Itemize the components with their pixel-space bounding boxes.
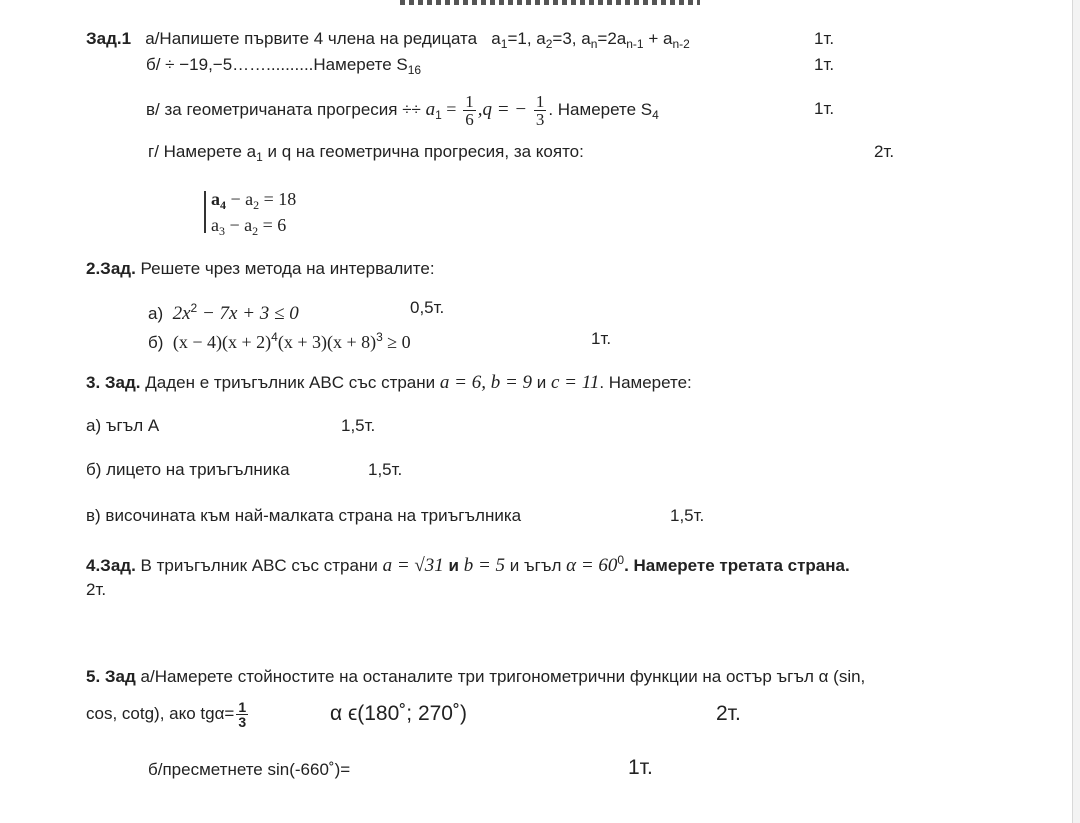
task5-a-points: 2т. [716,702,741,725]
system-equation-1: $a_4 - a_2 = 18$ [211,189,297,212]
task1-a-points: 1т. [814,29,835,48]
task5-a-line1: 5. Зад а/Намерете стойностите на останалите три тригонометрични функции на остър ъгъл α (sin, [86,667,866,686]
task2-heading: 2.Зад. Решете чрез метода на интервалите: [86,259,435,278]
task4-text: 4.Зад. В триъгълник ABC със страни a = √31 и b = 5 и ъгъл $\alpha = 60^0$. Намерете третата страна. [86,553,850,576]
task1-b-points: 1т. [814,55,835,74]
task2-a: а) $2x^2 - 7x + 3 \le 0$ [148,301,299,324]
task3-c-points: 1,5т. [670,506,705,525]
task1-c-points: 1т. [814,99,835,118]
task3-b-points: 1,5т. [368,460,403,479]
task1-d-points: 2т. [874,142,895,161]
cropped-header-fragment [400,0,700,5]
task1-a-text: а/Напишете първите 4 члена на редицата [145,29,478,48]
task1-line-d: г/ Намерете $a_1$ и q на геометрична прогресия, за която: [148,142,584,164]
task3-a: а) ъгъл A [86,416,160,435]
task1-label: Зад.1 [86,29,132,48]
system-brace [204,191,206,233]
fraction-one-sixth: $\frac{1}{6}$ [465,92,474,130]
task3-b: б) лицето на триъгълника [86,460,290,479]
task3-heading: 3. Зад. Даден е триъгълник ABC със страни a = 6, b = 9 и c = 11. Намерете: [86,372,692,393]
task3-a-points: 1,5т. [341,416,376,435]
task1-line-a [86,29,690,54]
task5-a-line2: cos, cotg), ако tgα= $\frac{1}{3}$ [86,699,247,731]
system-equation-2: $a_3 - a_2 = 6$ [211,215,287,238]
fraction-one-third: $\frac{1}{3}$ [535,92,545,130]
task2-b-points: 1т. [591,329,612,348]
task1-line-b: б/ ÷ −19,−5……..........Намерете $S_{16}$ [146,55,422,77]
task2-b: б) $(x - 4)(x + 2)^4(x + 3)(x + 8)^3 \ge 0$ [148,330,411,352]
fraction-one-third-tg: $\frac{1}{3}$ [238,699,247,731]
task5-interval: α ϵ(180˚; 270˚) [330,702,467,725]
task3-c: в) височината към най-малката страна на триъгълника [86,506,522,525]
task4-points: 2т. [86,580,107,599]
task2-a-points: 0,5т. [410,298,445,317]
task1-line-c: в/ за геометричаната прогресия ÷÷ $a_1$ = $\frac{1}{6}$ ,q = − $\frac{1}{3}$ . Намерете $S_4$ [146,92,659,130]
task5-b: б/пресметнете sin(-660˚)= [148,760,351,779]
task1-sequence: $a_1=1$, $a_2=3$, $a_n=2a_{n-1} + a_{n-2}$ [491,29,690,51]
task5-b-points: 1т. [628,756,653,779]
